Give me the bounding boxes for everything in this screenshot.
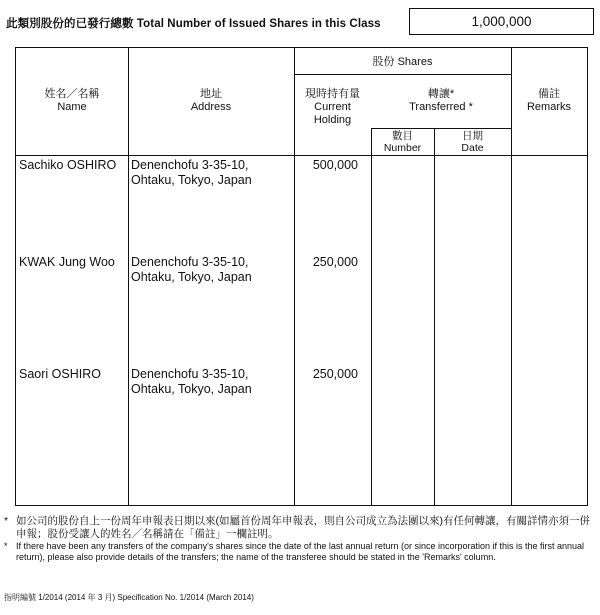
remarks-column-header: 備註 Remarks bbox=[526, 88, 571, 113]
shareholder-address[interactable]: Denenchofu 3-35-10, Ohtaku, Tokyo, Japan bbox=[131, 158, 252, 187]
shareholder-address[interactable]: Denenchofu 3-35-10, Ohtaku, Tokyo, Japan bbox=[131, 367, 252, 396]
divider bbox=[294, 74, 511, 75]
address-column-header: 地址 Address bbox=[190, 88, 232, 113]
shareholder-name[interactable]: Sachiko OSHIRO bbox=[19, 158, 117, 172]
name-column-header: 姓名／名稱 Name bbox=[44, 88, 100, 113]
divider bbox=[371, 128, 372, 505]
footnote-english bbox=[4, 541, 594, 562]
total-issued-shares-field[interactable]: 1,000,000 bbox=[409, 8, 594, 35]
footnote-chinese-text: 如公司的股份自上一份周年申報表日期以來(如屬首份周年申報表，則自公司成立為法團以來)有任何轉讓，有關詳情亦須一併申報；股份受讓人的姓名／名稱請在「備註」一欄註明。 bbox=[16, 515, 590, 540]
current-holding-value[interactable]: 500,000 bbox=[312, 158, 358, 172]
asterisk-marker: * bbox=[4, 515, 9, 527]
shareholder-name[interactable]: KWAK Jung Woo bbox=[19, 255, 115, 269]
date-column-header: 日期 Date bbox=[461, 130, 484, 154]
shares-group-header: 股份 Shares bbox=[372, 56, 433, 68]
issued-shares-header bbox=[6, 8, 594, 38]
current-holding-value[interactable]: 250,000 bbox=[312, 367, 358, 381]
divider bbox=[128, 48, 129, 505]
divider bbox=[434, 128, 435, 505]
transferred-column-header: 轉讓* Transferred * bbox=[409, 88, 473, 113]
footnote-chinese bbox=[4, 515, 594, 540]
footnote-english-text: If there have been any transfers of the company's shares since the date of the last annual return (or since incorporation if this is the first annual return), please also provide details of the transfers; the name of the transferee should be stated in the 'Remarks' column. bbox=[16, 541, 585, 562]
divider bbox=[511, 48, 512, 505]
issued-shares-label: 此類別股份的已發行總數 Total Number of Issued Shares in this Class bbox=[6, 18, 381, 30]
current-holding-column-header: 現時持有量 Current Holding bbox=[305, 88, 360, 126]
specification-number: 指明編號 1/2014 (2014 年 3 月) Specification No. 1/2014 (March 2014) bbox=[4, 593, 254, 602]
divider bbox=[371, 128, 511, 129]
current-holding-value[interactable]: 250,000 bbox=[312, 255, 358, 269]
transfer-footnote bbox=[4, 515, 594, 563]
shareholder-address[interactable]: Denenchofu 3-35-10, Ohtaku, Tokyo, Japan bbox=[131, 255, 252, 284]
shareholder-name[interactable]: Saori OSHIRO bbox=[19, 367, 101, 381]
shareholders-table bbox=[15, 47, 588, 506]
divider bbox=[16, 155, 587, 156]
number-column-header: 數目 Number bbox=[383, 130, 422, 154]
asterisk-marker: * bbox=[4, 541, 8, 551]
